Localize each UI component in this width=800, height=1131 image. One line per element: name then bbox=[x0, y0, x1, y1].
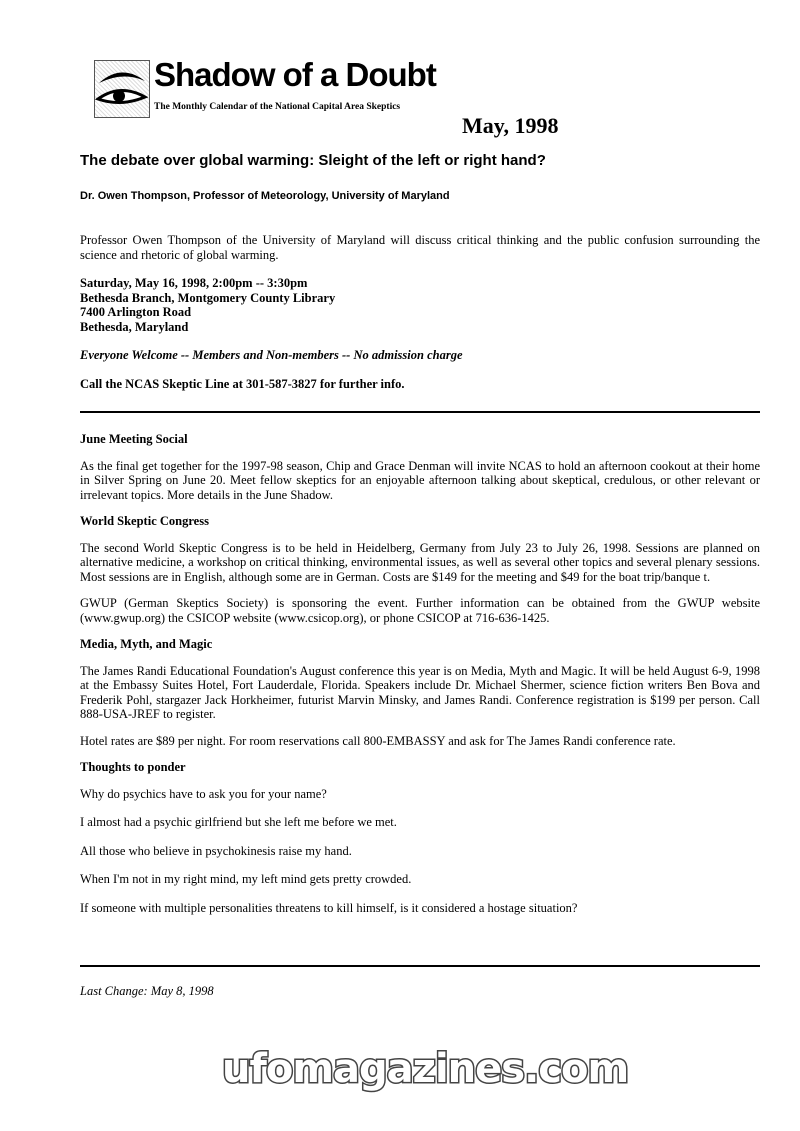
quote: If someone with multiple personalities threatens to kill himself, is it considered a hostage situation? bbox=[80, 900, 578, 915]
quote: When I'm not in my right mind, my left mind gets pretty crowded. bbox=[80, 872, 412, 886]
section-heading: June Meeting Social bbox=[80, 432, 188, 446]
divider bbox=[80, 411, 760, 413]
logo-title: Shadow of a Doubt bbox=[154, 56, 436, 93]
last-change: Last Change: May 8, 1998 bbox=[80, 984, 214, 998]
section-paragraph: Hotel rates are $89 per night. For room reservations call 800-EMBASSY and ask for The James Randi conference rate. bbox=[80, 733, 676, 748]
section-paragraph: As the final get together for the 1997-98 season, Chip and Grace Denman will invite NCAS to hold an afternoon cookout at their home in Silver Spring on June 20. Meet fellow skeptics for an enjoyable afternoon talking about skeptical, credulous, or other relevant or irrelevant topics. More details in the June Shadow. bbox=[80, 458, 760, 502]
feature-body bbox=[80, 233, 760, 391]
quote: Why do psychics have to ask you for your name? bbox=[80, 786, 327, 801]
issue-date: May, 1998 bbox=[462, 113, 559, 138]
event-location-line: Bethesda, Maryland bbox=[80, 319, 189, 334]
event-location-line: Bethesda Branch, Montgomery County Library bbox=[80, 290, 336, 305]
divider bbox=[80, 965, 760, 967]
newsletter-logo bbox=[94, 56, 454, 118]
quote: All those who believe in psychokinesis raise my hand. bbox=[80, 843, 352, 858]
news-sections bbox=[80, 432, 760, 915]
section-heading: World Skeptic Congress bbox=[80, 514, 209, 528]
section-heading: Media, Myth, and Magic bbox=[80, 637, 213, 651]
eye-icon bbox=[94, 60, 150, 118]
event-location-line: 7400 Arlington Road bbox=[80, 305, 192, 319]
section-paragraph: The James Randi Educational Foundation's August conference this year is on Media, Myth and Magic. It will be held August 6-9, 1998 at the Embassy Suites Hotel, Fort Lauderdale, Florida. Speakers include Dr. Michael Shermer, science fiction writers Ben Bova and Frederik Pohl, stargazer Jack Horkheimer, futurist Marvin Minsky, and James Randi. Conference registration is $199 per person. Call 888-USA-JREF to register. bbox=[80, 663, 760, 721]
feature-speaker: Dr. Owen Thompson, Professor of Meteorology, University of Maryland bbox=[80, 190, 450, 202]
watermark: ufomagazines.com bbox=[222, 1046, 629, 1092]
section-paragraph: The second World Skeptic Congress is to be held in Heidelberg, Germany from July 23 to July 26, 1998. Sessions are planned on alternative medicine, a workshop on critical thinking, environmental issues, as well as several other topics and several plenary sessions. Most sessions are in English, although some are in German. Costs are $149 for the meeting and $49 for the boat trip/banque t. bbox=[80, 540, 760, 584]
feature-title: The debate over global warming: Sleight of the left or right hand? bbox=[80, 152, 546, 169]
section-heading: Thoughts to ponder bbox=[80, 760, 186, 774]
section-paragraph: GWUP (German Skeptics Society) is sponsoring the event. Further information can be obtained from the GWUP website (www.gwup.org) the CSICOP website (www.csicop.org), or phone CSICOP at 716-636-1425. bbox=[80, 596, 760, 625]
feature-description: Professor Owen Thompson of the University of Maryland will discuss critical thinking and the public confusion surrounding the science and rhetoric of global warming. bbox=[80, 233, 760, 262]
event-time: Saturday, May 16, 1998, 2:00pm -- 3:30pm bbox=[80, 276, 308, 290]
welcome-note: Everyone Welcome -- Members and Non-members -- No admission charge bbox=[80, 348, 463, 362]
skeptic-line: Call the NCAS Skeptic Line at 301-587-3827 for further info. bbox=[80, 376, 405, 391]
quote: I almost had a psychic girlfriend but she left me before we met. bbox=[80, 815, 397, 829]
logo-subtitle: The Monthly Calendar of the National Capital Area Skeptics bbox=[154, 102, 401, 112]
